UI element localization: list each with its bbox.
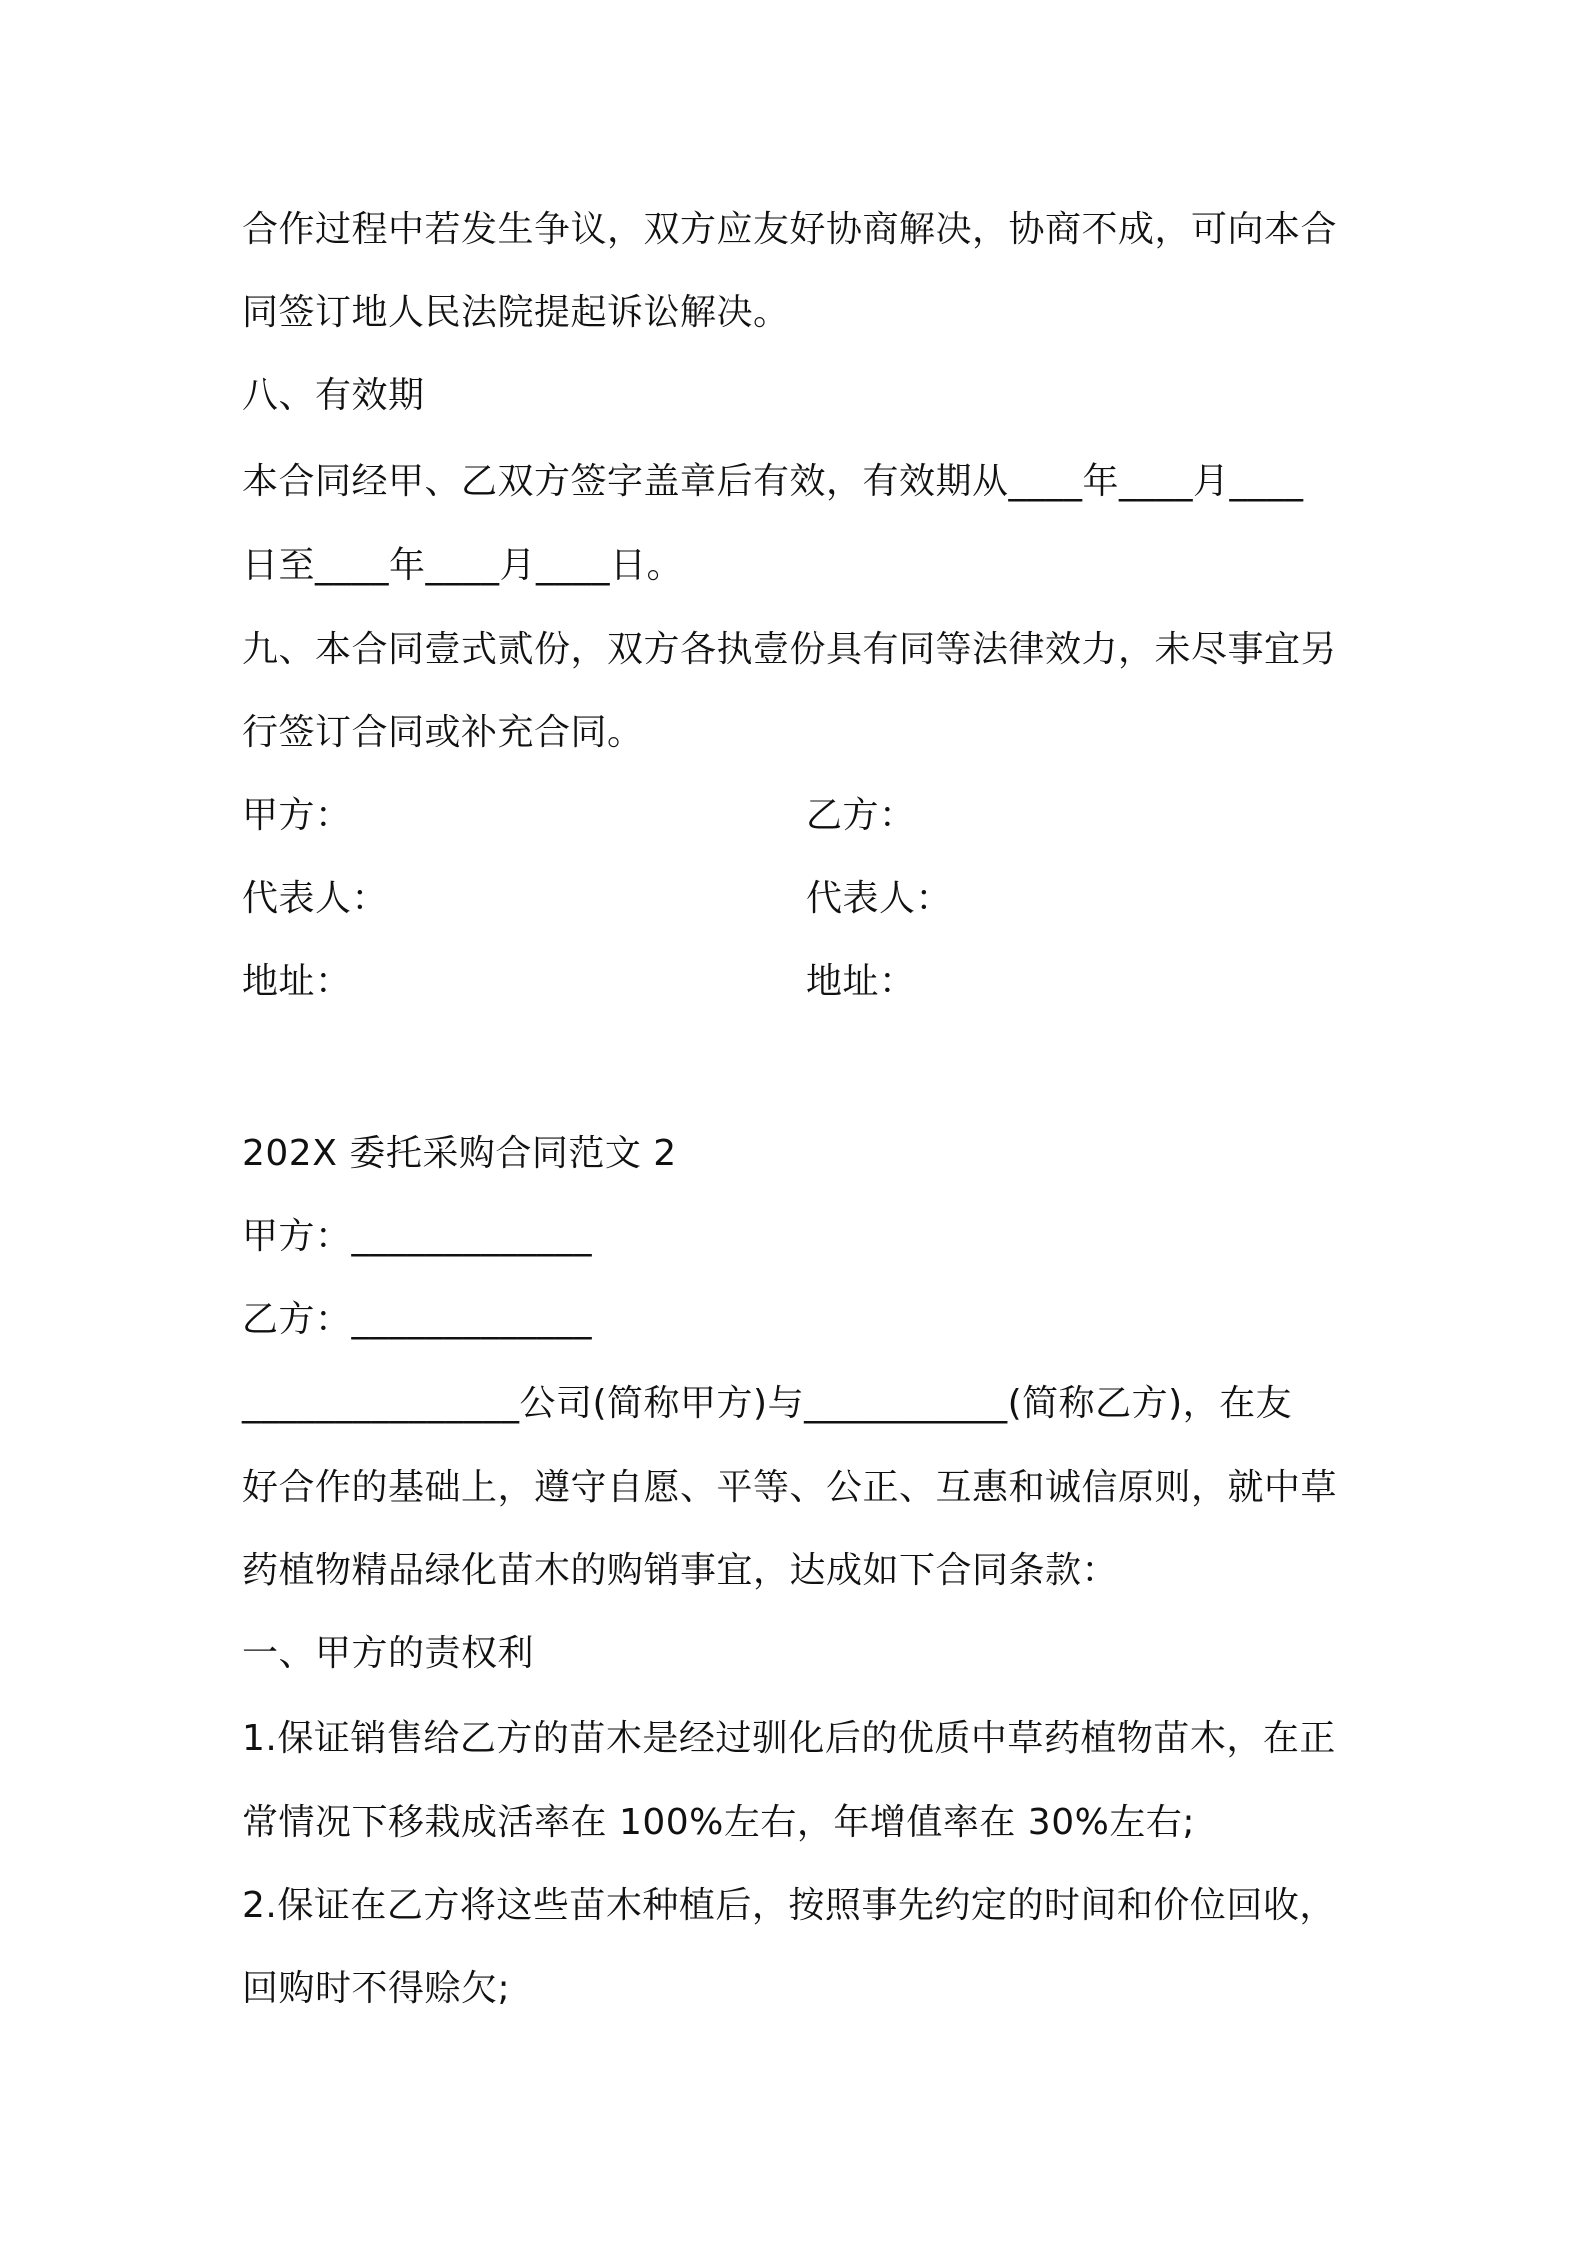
party-a-field: 甲方：_____________ xyxy=(242,1216,593,1257)
paragraph-line: 九、本合同壹式贰份，双方各执壹份具有同等法律效力，未尽事宜另 xyxy=(242,629,1338,670)
party-a-label: 甲方： xyxy=(242,795,352,836)
paragraph-line: 药植物精品绿化苗木的购销事宜，达成如下合同条款： xyxy=(242,1550,1119,1591)
address-a-label: 地址： xyxy=(242,961,352,1002)
paragraph-line: 好合作的基础上，遵守自愿、平等、公正、互惠和诚信原则，就中草 xyxy=(242,1467,1338,1508)
clause-line: 回购时不得赊欠; xyxy=(242,1968,511,2009)
paragraph-line: _______________公司(简称甲方)与___________(简称乙方)，在友 xyxy=(242,1383,1293,1424)
clause-line: 1.保证销售给乙方的苗木是经过驯化后的优质中草药植物苗木，在正 xyxy=(242,1718,1336,1759)
address-b-label: 地址： xyxy=(806,961,916,1002)
paragraph-line: 合作过程中若发生争议，双方应友好协商解决，协商不成，可向本合 xyxy=(242,209,1338,250)
document-title: 202X 委托采购合同范文 2 xyxy=(242,1133,677,1174)
paragraph-line: 日至____年____月____日。 xyxy=(242,545,684,586)
clause-line: 常情况下移栽成活率在 100%左右，年增值率在 30%左右; xyxy=(242,1802,1195,1843)
representative-a-label: 代表人： xyxy=(242,878,389,919)
representative-b-label: 代表人： xyxy=(806,878,953,919)
section-heading: 八、有效期 xyxy=(242,375,425,416)
paragraph-line: 行签订合同或补充合同。 xyxy=(242,712,644,753)
paragraph-line: 本合同经甲、乙双方签字盖章后有效，有效期从____年____月____ xyxy=(242,461,1304,502)
section-heading: 一、甲方的责权利 xyxy=(242,1633,535,1674)
party-b-label: 乙方： xyxy=(806,795,916,836)
clause-line: 2.保证在乙方将这些苗木种植后，按照事先约定的时间和价位回收， xyxy=(242,1885,1336,1926)
party-b-field: 乙方：_____________ xyxy=(242,1299,593,1340)
paragraph-line: 同签订地人民法院提起诉讼解决。 xyxy=(242,292,790,333)
